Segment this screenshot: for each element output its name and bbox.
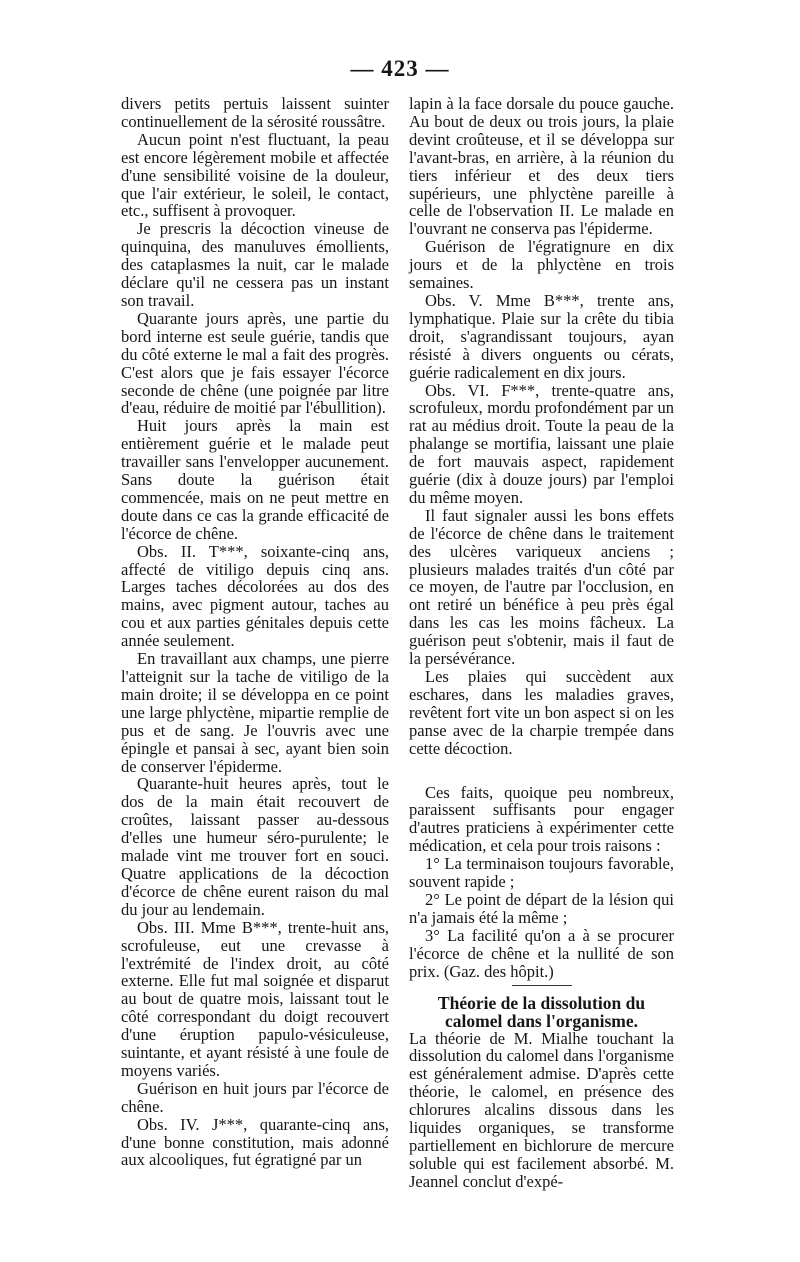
left-column <box>121 95 389 1169</box>
paragraph: Il faut signaler aussi les bons effets de l'écorce de chêne dans le traitement des ulcères variqueux anciens ; plusieurs malades traités d'un côté par ce moyen, de l'autre par l'occlusion, en ont retiré un bénéfice à peu près égal dans les cas les moins fâcheux. La guérison peut s'obtenir, mais il faut de la persévérance. <box>409 505 674 669</box>
observation-paragraph: Obs. VI. F***, trente-quatre ans, scrofuleux, mordu profondément par un rat au médius droit. Toute la peau de la phalange se mortifia, laissant une plaie de fort mauvais aspect, rapidement guérie (dix à douze jours) par l'emploi du même moyen. <box>409 380 674 507</box>
paragraph: Guérison en huit jours par l'écorce de chêne. <box>121 1078 389 1116</box>
paragraph: Guérison de l'égratignure en dix jours et de la phlyctène en trois semaines. <box>409 237 674 293</box>
list-item: 3° La facilité qu'on a à se procurer l'écorce de chêne et la nullité de son prix. (Gaz. des hôpit.) <box>409 925 674 981</box>
list-item: 2° Le point de départ de la lésion qui n'a jamais été la même ; <box>409 889 674 927</box>
right-column <box>409 95 674 1191</box>
paragraph: Quarante-huit heures après, tout le dos de la main était recouvert de croûtes, laissant passer au-dessous d'elles une humeur séro-purulente; le malade vint me trouver fort en souci. Quatre applications de la décoction d'écorce de chêne eurent raison du mal du jour au lendemain. <box>121 774 389 919</box>
paragraph: Huit jours après la main est entièrement guérie et le malade peut travailler sans l'envelopper aucunement. Sans doute la guérison était commencée, mais on ne peut mettre en doute dans ce cas la grande efficacité de l'écorce de chêne. <box>121 416 389 543</box>
paragraph: La théorie de M. Mialhe touchant la dissolution du calomel dans l'organisme est généralement admise. D'après cette théorie, le calomel, en présence des chlorures alcalins dissous dans les liquides organiques, se transforme partiellement en bichlorure de mercure soluble qui est facilement absorbé. M. Jeannel conclut d'expé- <box>409 1028 674 1191</box>
list-item: 1° La terminaison toujours favorable, souvent rapide ; <box>409 854 674 892</box>
observation-paragraph: Obs. V. Mme B***, trente ans, lymphatique. Plaie sur la crête du tibia droit, s'agrandissant toujours, ayan résisté à divers onguents ou cérats, guérie radicalement en dix jours. <box>409 290 674 382</box>
paragraph: En travaillant aux champs, une pierre l'atteignit sur la tache de vitiligo de la main droite; il se développa en ce point une large phlyctène, mipartie remplie de pus et de sang. Je l'ouvris avec une épingle et pansai à sec, ayant bien soin de conserver l'épiderme. <box>121 649 389 776</box>
paragraph: Je prescris la décoction vineuse de quinquina, des manuluves émollients, des cataplasmes la nuit, car le malade déclare qu'il ne cessera pas un instant son travail. <box>121 219 389 310</box>
paragraph: Aucun point n'est fluctuant, la peau est encore légèrement mobile et affectée d'une sensibilité voisine de la douleur, que l'air extérieur, le soleil, le contact, etc., suffisent à provoquer. <box>121 129 389 221</box>
observation-paragraph: Obs. IV. J***, quarante-cinq ans, d'une bonne constitution, mais adonné aux alcooliques, fut égratigné par un <box>121 1114 389 1170</box>
observation-paragraph: Obs. II. T***, soixante-cinq ans, affecté de vitiligo depuis cinq ans. Larges taches décolorées au dos des mains, avec pigment autour, taches au cou et aux parties génitales depuis cette année seulement. <box>121 541 389 651</box>
paragraph: Ces faits, quoique peu nombreux, paraissent suffisants pour engager d'autres praticiens à expérimenter cette médication, et cela pour trois raisons : <box>409 782 674 856</box>
paragraph: Les plaies qui succèdent aux eschares, dans les maladies graves, revêtent fort vite un bon aspect si on les panse avec de la charpie trempée dans cette décoction. <box>409 667 674 758</box>
paragraph: lapin à la face dorsale du pouce gauche. Au bout de deux ou trois jours, la plaie devint croûteuse, et il se développa sur l'avant-bras, en arrière, à la réunion du tiers inférieur et des deux tiers supérieurs, une phlyctène pareille à celle de l'observation II. Le malade en l'ouvrant ne conserva pas l'épiderme. <box>409 94 674 239</box>
paragraph-gap <box>409 758 674 784</box>
observation-paragraph: Obs. III. Mme B***, trente-huit ans, scrofuleuse, eut une crevasse à l'extrémité de l'index droit, au côté externe. Elle fut mal soignée et disparut au bout de quatre mois, laissant tout le côté correspondant du doigt recouvert d'une éruption papulo-vésiculeuse, suintante, et ayant résisté à une foule de moyens variés. <box>121 917 389 1080</box>
paragraph: Quarante jours après, une partie du bord interne est seule guérie, tandis que du côté externe le mal a fait des progrès. C'est alors que je fais essayer l'écorce seconde de chêne (une poignée par litre d'eau, réduire de moitié par l'ébullition). <box>121 308 389 418</box>
paragraph: divers petits pertuis laissent suinter continuellement de la sérosité roussâtre. <box>121 94 389 131</box>
section-divider <box>512 985 572 986</box>
section-heading: Théorie de la dissolution du calomel dans l'organisme. <box>437 992 646 1031</box>
page-number: — 423 — <box>350 56 450 81</box>
